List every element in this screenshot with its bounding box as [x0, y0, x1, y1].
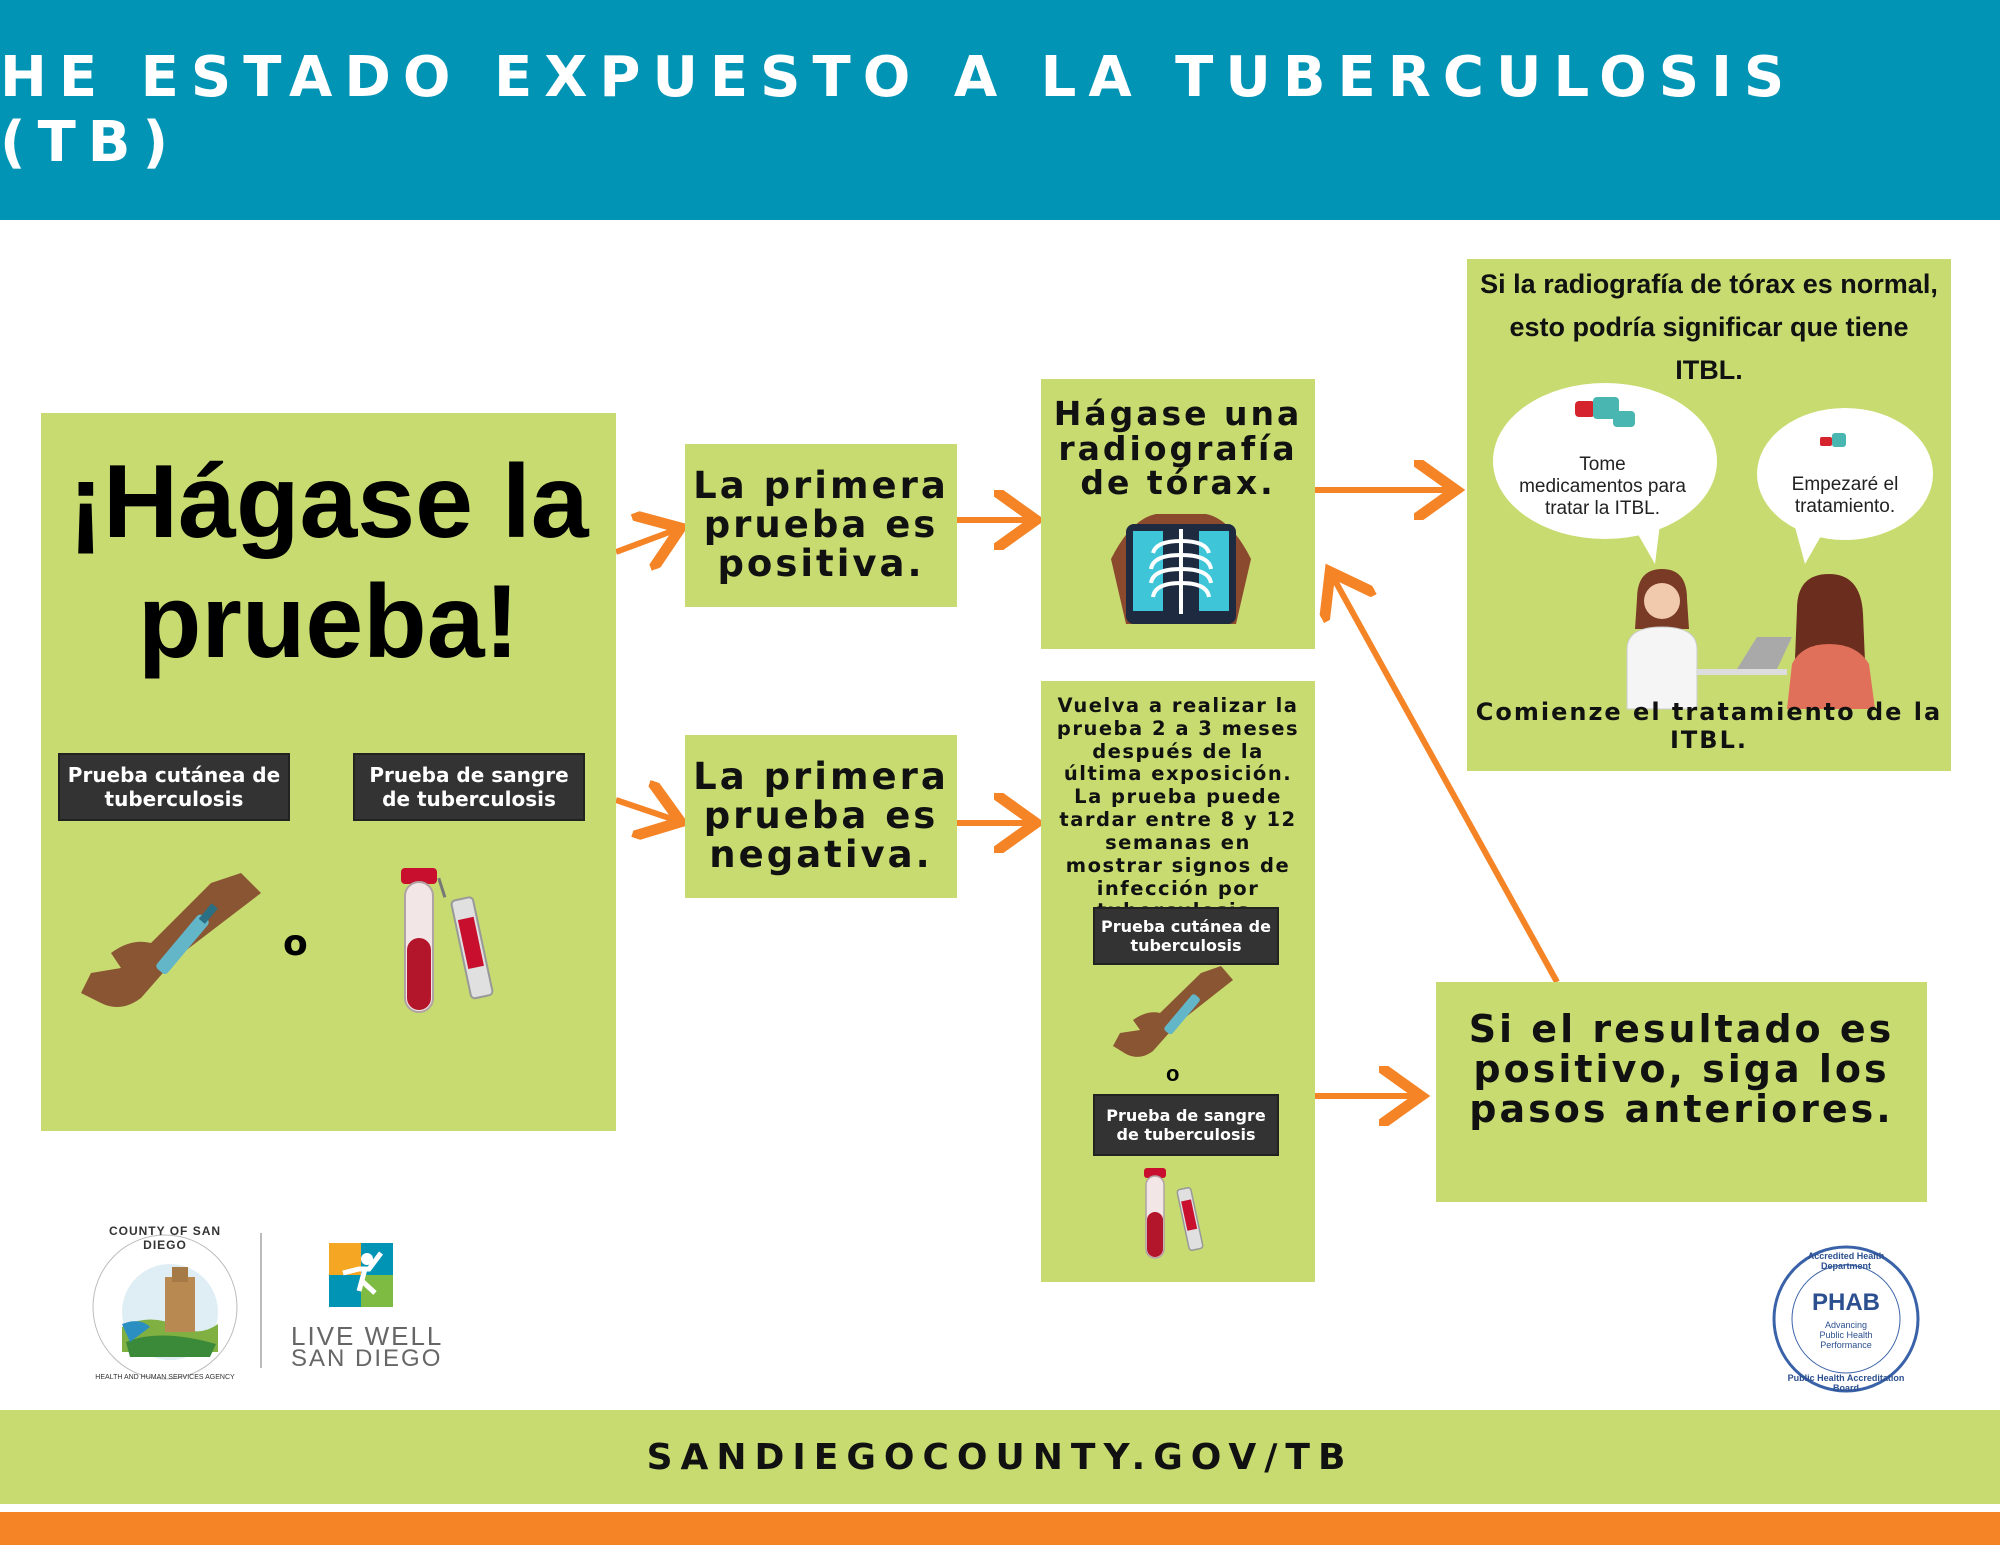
first-test-negative-box [685, 735, 957, 898]
arrow-to-positive [616, 530, 675, 552]
footer-url-link[interactable]: SANDIEGOCOUNTY.GOV/TB [646, 1436, 1354, 1478]
logo-divider [260, 1233, 262, 1368]
phab-top-text: Accredited Health Department [1807, 1251, 1885, 1271]
patient-speech-bubble: Empezaré el tratamiento. [1767, 464, 1923, 528]
bottom-accent-bar [0, 1512, 2000, 1545]
xray-text: Hágase una radiografía de tórax. [1053, 394, 1303, 503]
get-tested-box [41, 413, 616, 1131]
san-diego-text: SAN DIEGO [291, 1345, 443, 1372]
skin-test-label: Prueba cutánea de tuberculosis [58, 753, 290, 821]
live-well-san-diego-logo [285, 1243, 455, 1373]
doctor-patient-illustration [1617, 569, 1897, 709]
live-well-text: LIVE WELL [291, 1321, 444, 1351]
live-well-person-icon [329, 1243, 393, 1307]
result-positive-box [1436, 982, 1927, 1202]
xray-box [1041, 379, 1315, 649]
get-tested-title: ¡Hágase la prueba! [68, 444, 589, 680]
county-seal-icon [90, 1232, 240, 1382]
retest-arm-icon [1113, 966, 1233, 1061]
county-agency-text: HEALTH AND HUMAN SERVICES AGENCY [95, 1374, 235, 1381]
retest-blood-test-label: Prueba de sangre de tuberculosis [1093, 1094, 1279, 1156]
retest-box [1041, 681, 1315, 1282]
first-test-positive-box [685, 444, 957, 607]
phab-sub-text: Advancing Public Health Performance [1819, 1320, 1873, 1350]
chest-xray-icon [1111, 509, 1251, 634]
normal-xray-text: Si la radiografía de tórax es normal, esto podría significar que tiene ITBL. [1480, 269, 1938, 386]
phab-accreditation-logo [1772, 1245, 1920, 1393]
skin-test-arm-icon [81, 873, 261, 1013]
county-name-text: COUNTY OF SAN DIEGO [108, 1224, 222, 1252]
blood-tube-icon [396, 868, 506, 1028]
or-text: o [283, 923, 308, 964]
phab-bottom-text: Public Health Accreditation Board [1787, 1373, 1905, 1393]
phab-name-text: PHAB [1811, 1289, 1880, 1316]
retest-or-text: o [1166, 1061, 1180, 1086]
footer-bar [0, 1410, 2000, 1504]
retest-text: Vuelva a realizar la prueba 2 a 3 meses después de la última exposición. La prueba puede tardar entre 8 y 12 semanas en mostrar signos de infección por [1056, 694, 1300, 900]
normal-xray-box [1467, 259, 1951, 771]
arrow-to-negative [616, 800, 675, 820]
result-positive-text: Si el resultado es positivo, siga los pasos anteriores. [1468, 1007, 1895, 1131]
start-treatment-text: Comienze el tratamiento de la ITBL. [1475, 698, 1943, 754]
retest-blood-tube-icon [1141, 1168, 1221, 1268]
county-san-diego-logo [90, 1224, 240, 1382]
page-title: HE ESTADO EXPUESTO A LA TUBERCULOSIS (TB) [0, 45, 1797, 175]
first-test-positive-text: La primera prueba es positiva. [693, 464, 949, 585]
first-test-negative-text: La primera prueba es negativa. [693, 755, 949, 876]
retest-skin-test-label: Prueba cutánea de tuberculosis [1093, 907, 1279, 965]
doctor-speech-bubble: Tome medicamentos para tratar la ITBL. [1515, 447, 1690, 527]
blood-test-label: Prueba de sangre de tuberculosis [353, 753, 585, 821]
